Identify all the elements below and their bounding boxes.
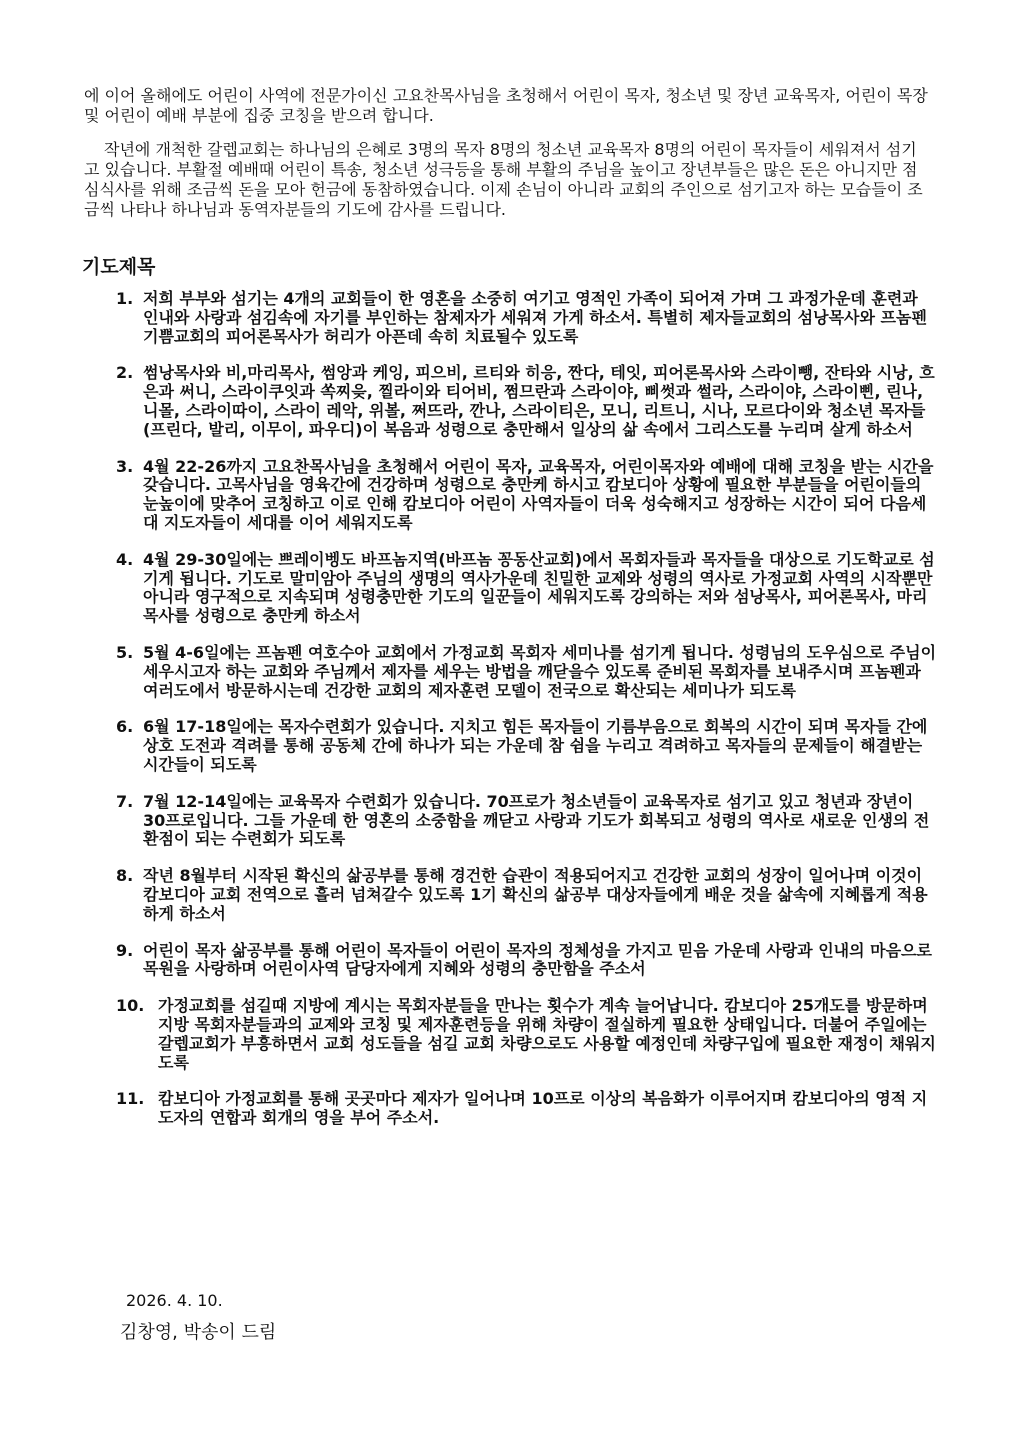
prayer-item-7: [116, 793, 938, 849]
prayer-text: 썸낭목사와 비,마리목사, 썸앙과 케잉, 피으비, 르티와 히응, 짠다, 테잇, 피어론목사와 스라이뺑, 잔타와 시낭, 흐은과 써니, 스라이쿠잇과 쏙찌읒, 찔라이와 티어비, 쩜므란과 스라이야, 삐썻과 썰라, 스라이야, 스라이삔, 린나, 니몰, 스라이따이, 스라이 레악, 위볼, 쩌뜨라, 깐나, 스라이티은, 모니, 리트니, 시나, 모르다이와 청소년 목자들(프린다, 발리, 이무이, 파우디)이 복음과 성령으로 충만해서 일상의 삶 속에서 그리스도를 누리며 살게 하소서: [143, 363, 935, 439]
prayer-item-3: [116, 458, 938, 533]
prayer-text: 7월 12-14일에는 교육목자 수련회가 있습니다. 70프로가 청소년들이 교육목자로 섬기고 있고 청년과 장년이 30프로입니다. 그들 가운데 한 영혼의 소중함을 깨닫고 사랑과 기도가 회복되고 성령의 역사로 새로운 인생의 전환점이 되는 수련회가 되도록: [143, 791, 930, 849]
prayer-number: 2.: [116, 363, 134, 383]
prayer-number: 11.: [116, 1089, 145, 1109]
prayer-item-5: [116, 644, 938, 700]
prayer-number: 6.: [116, 717, 134, 737]
prayer-list: [116, 290, 938, 1146]
prayer-number: 9.: [116, 940, 134, 960]
prayer-item-4: [116, 551, 938, 626]
prayer-text: 4월 29-30일에는 쁘레이벵도 바프놈지역(바프놈 꽁동산교회)에서 목회자들과 목자들을 대상으로 기도학교로 섬기게 됩니다. 기도로 말미암아 주님의 생명의 역사가운데 친밀한 교제와 성령의 역사로 가정교회 사역의 시작뿐만 아니라 영구적으로 지속되며 성령충만한 기도의 일꾼들이 세워지도록 강의하는 저와 섬낭목사, 피어론목사, 마리목사를 성령으로 충만케 하소서: [143, 549, 935, 626]
prayer-text: 5월 4-6일에는 프놈펜 여호수아 교회에서 가정교회 목회자 세미나를 섬기게 됩니다. 성령님의 도우심으로 주님이 세우시고자 하는 교회와 주님께서 제자를 세우는 방법을 깨닫을수 있도록 준비된 목회자를 보내주시며 프놈펜과 여러도에서 방문하시는데 건강한 교회의 제자훈련 모델이 전국으로 확산되는 세미나가 되도록: [143, 642, 937, 700]
prayer-number: 7.: [116, 791, 134, 811]
letter-date: 2026. 4. 10.: [126, 1291, 223, 1310]
prayer-number: 5.: [116, 642, 134, 662]
prayer-number: 10.: [116, 996, 145, 1016]
prayer-item-9: [116, 942, 938, 980]
prayer-text: 어린이 목자 삶공부를 통해 어린이 목자들이 어린이 목자의 정체성을 가지고 믿음 가운데 사랑과 인내의 마음으로 목원을 사랑하며 어린이사역 담당자에게 지혜와 성령의 충만함을 주소서: [143, 940, 932, 979]
prayer-item-11: [116, 1090, 938, 1128]
intro-paragraph-2: 작년에 개척한 갈렙교회는 하나님의 은혜로 3명의 목자 8명의 청소년 교육목자 8명의 어린이 목자들이 세워져서 섬기고 있습니다. 부활절 예배때 어린이 특송, 청소년 성극등을 통해 부활의 주님을 높이고 장년부들은 많은 돈은 아니지만 점심식사를 위해 조금씩 돈을 모아 헌금에 동참하였습니다. 이제 손님이 아니라 교회의 주인으로 섬기고자 하는 모습들이 조금씩 나타나 하나님과 동역자분들의 기도에 감사를 드립니다.: [84, 140, 923, 219]
intro-paragraph-1: 에 이어 올해에도 어린이 사역에 전문가이신 고요찬목사님을 초청해서 어린이 목자, 청소년 및 장년 교육목자, 어린이 목장 및 어린이 예배 부분에 집중 코칭을 받으려 합니다.: [84, 86, 928, 125]
prayer-text: 작년 8월부터 시작된 확신의 삶공부를 통해 경건한 습관이 적용되어지고 건강한 교회의 성장이 일어나며 이것이 캄보디아 교회 전역으로 흘러 넘쳐갈수 있도록 1기 확신의 삶공부 대상자들에게 배운 것을 삶속에 지혜롭게 적용하게 하소서: [143, 866, 928, 923]
prayer-number: 8.: [116, 866, 134, 886]
prayer-item-6: [116, 718, 938, 774]
prayer-item-10: [116, 997, 938, 1072]
prayer-number: 3.: [116, 456, 134, 476]
prayer-number: 1.: [116, 289, 134, 308]
prayer-text: 4월 22-26까지 고요찬목사님을 초청해서 어린이 목자, 교육목자, 어린이목자와 예배에 대해 코칭을 받는 시간을 갖습니다. 고목사님을 영육간에 건강하며 성령으로 충만케 하시고 캄보디아 상황에 필요한 부분들을 어린이들의 눈높이에 맞추어 코칭하고 이로 인해 캄보디아 어린이 사역자들이 더욱 성숙해지고 성장하는 시간이 되어 다음세대 지도자들이 세대를 이어 세워지도록: [143, 456, 934, 532]
prayer-text: 캄보디아 가정교회를 통해 곳곳마다 제자가 일어나며 10프로 이상의 복음화가 이루어지며 캄보디아의 영적 지도자의 연합과 회개의 영을 부어 주소서.: [158, 1089, 928, 1128]
letter-signature: 김창영, 박송이 드림: [120, 1322, 277, 1343]
prayer-number: 4.: [116, 549, 134, 569]
intro-section: [84, 86, 928, 220]
prayer-text: 6월 17-18일에는 목자수련회가 있습니다. 지치고 힘든 목자들이 기름부음으로 회복의 시간이 되며 목자들 간에 상호 도전과 격려를 통해 공동체 간에 하나가 되는 가운데 참 쉼을 누리고 격려하고 목자들의 문제들이 해결받는 시간들이 되도록: [143, 717, 928, 774]
prayer-item-2: [116, 364, 938, 439]
section-title: 기도제목: [82, 256, 156, 278]
prayer-text: 저희 부부와 섬기는 4개의 교회들이 한 영혼을 소중히 여기고 영적인 가족이 되어져 가며 그 과정가운데 훈련과 인내와 사랑과 섬김속에 자기를 부인하는 참제자가 세워져 가게 하소서. 특별히 제자들교회의 섬낭목사와 프놈펜기쁨교회의 피어론목사가 허리가 아픈데 속히 치료될수 있도록: [143, 289, 927, 346]
prayer-item-1: [116, 290, 938, 346]
prayer-item-8: [116, 867, 938, 923]
prayer-text: 가정교회를 섬길때 지방에 계시는 목회자분들을 만나는 횟수가 계속 늘어납니다. 캄보디아 25개도를 방문하며 지방 목회자분들과의 교제와 코칭 및 제자훈련등을 위해 차량이 절실하게 필요한 상태입니다. 더불어 주일에는 갈렙교회가 부흥하면서 교회 성도들을 섬길 교회 차량으로도 사용할 예정인데 차량구입에 필요한 재정이 채워지도록: [158, 996, 936, 1072]
